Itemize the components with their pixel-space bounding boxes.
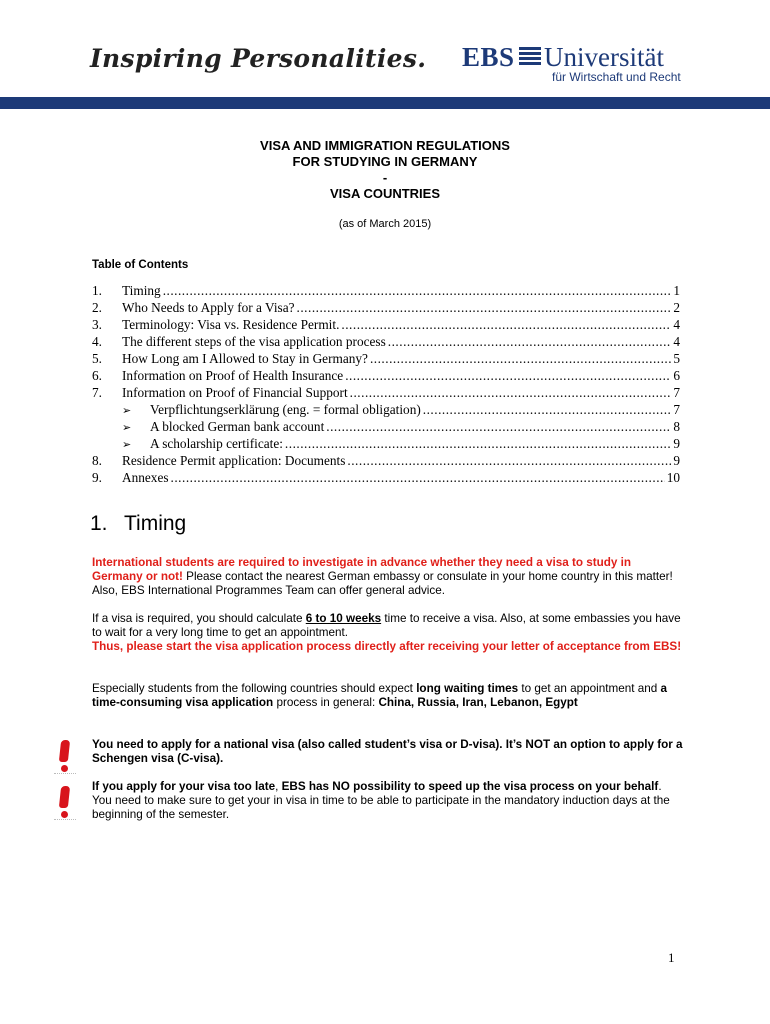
toc-leader-dots [171, 470, 665, 486]
toc-entry[interactable] [92, 368, 680, 385]
header-bar [0, 97, 770, 109]
paragraph-2 [92, 612, 684, 654]
logo-ebs-text: EBS [462, 42, 515, 72]
p3-bold-2: a time-consuming visa application [92, 682, 667, 709]
toc-entry-title: A blocked German bank account [150, 419, 325, 434]
toc-leader-dots [423, 402, 672, 418]
toc-entry[interactable] [92, 317, 680, 334]
toc-entry[interactable] [92, 453, 680, 470]
toc-entry-number: 8. [92, 453, 102, 468]
toc-page-number: 10 [666, 470, 680, 485]
p3-text-c: to get an appointment and [518, 682, 661, 695]
paragraph-4: You need to apply for a national visa (also called student’s visa or D-visa). It’s NOT an option to apply for a Schengen visa (C-visa). [92, 738, 683, 765]
toc-leader-dots [341, 317, 671, 333]
toc-leader-dots [297, 300, 672, 316]
as-of-date: (as of March 2015) [338, 218, 432, 230]
toc-entry-number: 1. [92, 283, 102, 298]
ebs-logo [462, 42, 692, 86]
p5-text-a: , [275, 780, 282, 793]
toc-entry[interactable] [92, 419, 680, 436]
toc-entry[interactable] [92, 436, 680, 453]
section-number: 1. [90, 512, 108, 535]
toc-leader-dots [350, 385, 672, 401]
logo-subtitle: für Wirtschaft und Recht [552, 70, 681, 84]
title-line-3: - [382, 170, 388, 185]
toc-leader-dots [370, 351, 671, 367]
toc-entry-number: 4. [92, 334, 102, 349]
toc-entry-title: A scholarship certificate: [150, 436, 283, 451]
toc-entry-title: Timing [122, 283, 161, 298]
page-number: 1 [668, 950, 675, 965]
toc-page-number: 2 [673, 300, 680, 315]
p1-red-text: International students are required to investigate in advance whether they need a visa to study in Germany or not! [92, 556, 632, 583]
toc-entry[interactable] [92, 351, 680, 368]
toc-entry-number: 3. [92, 317, 102, 332]
toc-entry[interactable] [92, 334, 680, 351]
toc-entry-title: Annexes [122, 470, 169, 485]
p2-weeks: 6 to 10 weeks [305, 612, 382, 625]
toc-arrow-bullet: ➢ [122, 421, 132, 434]
logo-university-text: Universität [544, 42, 664, 72]
toc-entry-number: 5. [92, 351, 102, 366]
toc-entry-title: Residence Permit application: Documents [122, 453, 346, 468]
title-line-4: VISA COUNTRIES [329, 186, 441, 201]
p2-text-a: If a visa is required, you should calculate [92, 612, 306, 625]
toc-entry[interactable] [92, 283, 680, 300]
exclamation-icon [54, 738, 76, 774]
toc-leader-dots [163, 283, 672, 299]
p3-countries: China, Russia, Iran, Lebanon, Egypt [378, 696, 578, 709]
toc-arrow-bullet: ➢ [122, 404, 132, 417]
p5-bold-2: EBS has NO possibility to speed up the visa process on your behalf [281, 780, 659, 793]
section-title: Timing [124, 512, 187, 535]
paragraph-5 [92, 780, 684, 822]
toc-leader-dots [345, 368, 671, 384]
paragraph-3 [92, 682, 684, 710]
toc-entry-title: The different steps of the visa application process [122, 334, 386, 349]
toc-entry-number: 2. [92, 300, 102, 315]
toc-page-number: 5 [673, 351, 680, 366]
table-of-contents [92, 283, 680, 487]
toc-entry-title: Terminology: Visa vs. Residence Permit. [122, 317, 340, 332]
document-title [0, 138, 770, 202]
exclamation-icon [54, 784, 76, 820]
toc-leader-dots [347, 453, 671, 469]
toc-page-number: 4 [673, 317, 680, 332]
toc-entry-number: 9. [92, 470, 102, 485]
toc-arrow-bullet: ➢ [122, 438, 132, 451]
toc-entry-number: 6. [92, 368, 102, 383]
toc-heading: Table of Contents [92, 259, 189, 271]
title-line-2: FOR STUDYING IN GERMANY [292, 154, 478, 169]
toc-leader-dots [326, 419, 671, 435]
toc-entry[interactable] [92, 402, 680, 419]
toc-page-number: 7 [673, 385, 680, 400]
toc-entry-title: Who Needs to Apply for a Visa? [122, 300, 295, 315]
toc-page-number: 9 [673, 453, 680, 468]
p5-text: . You need to make sure to get your in visa in time to be able to participate in the mandatory induction days at the beginning of the semester. [92, 780, 670, 821]
toc-page-number: 1 [673, 283, 680, 298]
title-line-1: VISA AND IMMIGRATION REGULATIONS [260, 138, 510, 153]
toc-leader-dots [285, 436, 671, 452]
toc-page-number: 7 [673, 402, 680, 417]
toc-entry-title: Verpflichtungserklärung (eng. = formal obligation) [150, 402, 421, 417]
toc-page-number: 4 [673, 334, 680, 349]
toc-entry-title: Information on Proof of Health Insurance [122, 368, 344, 383]
toc-page-number: 6 [673, 368, 680, 383]
p2-text-b: time to receive a visa. Also, at some embassies you have to wait for a very long time to get an appointment. [92, 612, 681, 639]
toc-entry[interactable] [92, 300, 680, 317]
toc-entry[interactable] [92, 470, 680, 487]
logo-bars-icon [519, 47, 541, 66]
toc-entry-number: 7. [92, 385, 102, 400]
p5-bold-1: If you apply for your visa too late [92, 780, 276, 793]
toc-page-number: 9 [673, 436, 680, 451]
section-heading [90, 512, 186, 536]
toc-page-number: 8 [673, 419, 680, 434]
p2-red-text: Thus, please start the visa application process directly after receiving your letter of acceptance from EBS! [92, 640, 682, 653]
paragraph-1 [92, 556, 684, 598]
p1-text: Please contact the nearest German embassy or consulate in your home country in this matter! Also, EBS International Programmes Team can offer general advice. [92, 570, 673, 597]
toc-entry-title: Information on Proof of Financial Support [122, 385, 348, 400]
p3-text-a: Especially students from the following countries should expect [92, 682, 417, 695]
toc-entry[interactable] [92, 385, 680, 402]
p3-text-d: process in general: [273, 696, 379, 709]
tagline-logo: Inspiring Personalities. [90, 44, 427, 73]
p3-bold-1: long waiting times [416, 682, 519, 695]
toc-entry-title: How Long am I Allowed to Stay in Germany? [122, 351, 368, 366]
toc-leader-dots [388, 334, 672, 350]
